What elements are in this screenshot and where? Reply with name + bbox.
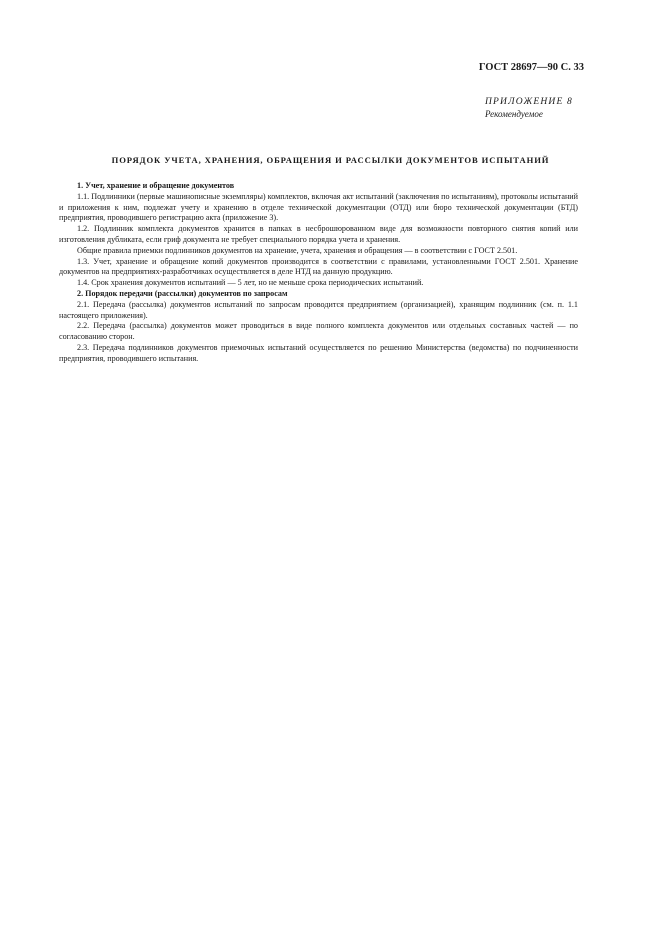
document-body	[59, 181, 578, 365]
document-title: ПОРЯДОК УЧЕТА, ХРАНЕНИЯ, ОБРАЩЕНИЯ И РАССЫЛКИ ДОКУМЕНТОВ ИСПЫТАНИЙ	[111, 155, 550, 165]
paragraph: 1.4. Срок хранения документов испытаний — 5 лет, но не меньше срока периодических испытаний.	[77, 278, 424, 288]
section-heading: 1. Учет, хранение и обращение документов	[77, 181, 235, 190]
paragraph: 1.3. Учет, хранение и обращение копий документов производится в соответствии с правилами, установленными ГОСТ 2.501. Хранение документов на предприятиях-разработчиках осуществляется в деле НТД на данную продукцию.	[59, 256, 578, 277]
paragraph: 1.2. Подлинник комплекта документов хранится в папках в несброшюрованном виде для возможности повторного снятия копий или изготовления дубликата, если гриф документа не требует специального порядка учета и хранения.	[59, 224, 578, 244]
paragraph: 2.1. Передача (рассылка) документов испытаний по запросам проводится предприятием (организацией), хранящим подлинник (см. п. 1.1 настоящего приложения).	[59, 299, 578, 320]
section-heading: 2. Порядок передачи (рассылки) документов по запросам	[77, 288, 288, 298]
page-header-standard: ГОСТ 28697—90 С. 33	[478, 62, 584, 73]
paragraph: Общие правила приемки подлинников документов на хранение, учета, хранения и обращения — в соответствии с ГОСТ 2.501.	[77, 245, 518, 255]
appendix-status: Рекомендуемое	[484, 109, 543, 119]
appendix-label: ПРИЛОЖЕНИЕ 8	[484, 97, 573, 107]
paragraph: 2.3. Передача подлинников документов приемочных испытаний осуществляется по решению Министерства (ведомства) по подчиненности предприятия, проводившего испытания.	[59, 342, 578, 363]
paragraph: 2.2. Передача (рассылка) документов может проводиться в виде полного комплекта документов или отдельных составных частей — по согласованию сторон.	[59, 321, 578, 342]
paragraph: 1.1. Подлинники (первые машинописные экземпляры) комплектов, включая акт испытаний (заключения по испытаниям), протоколы испытаний и приложения к ним, подлежат учету и хранению в отделе технической документации (ОТД) или бюро технической документации (БТД) предприятия, проводившего регистрацию акта (приложение 3).	[59, 191, 578, 223]
appendix-block	[485, 96, 573, 120]
